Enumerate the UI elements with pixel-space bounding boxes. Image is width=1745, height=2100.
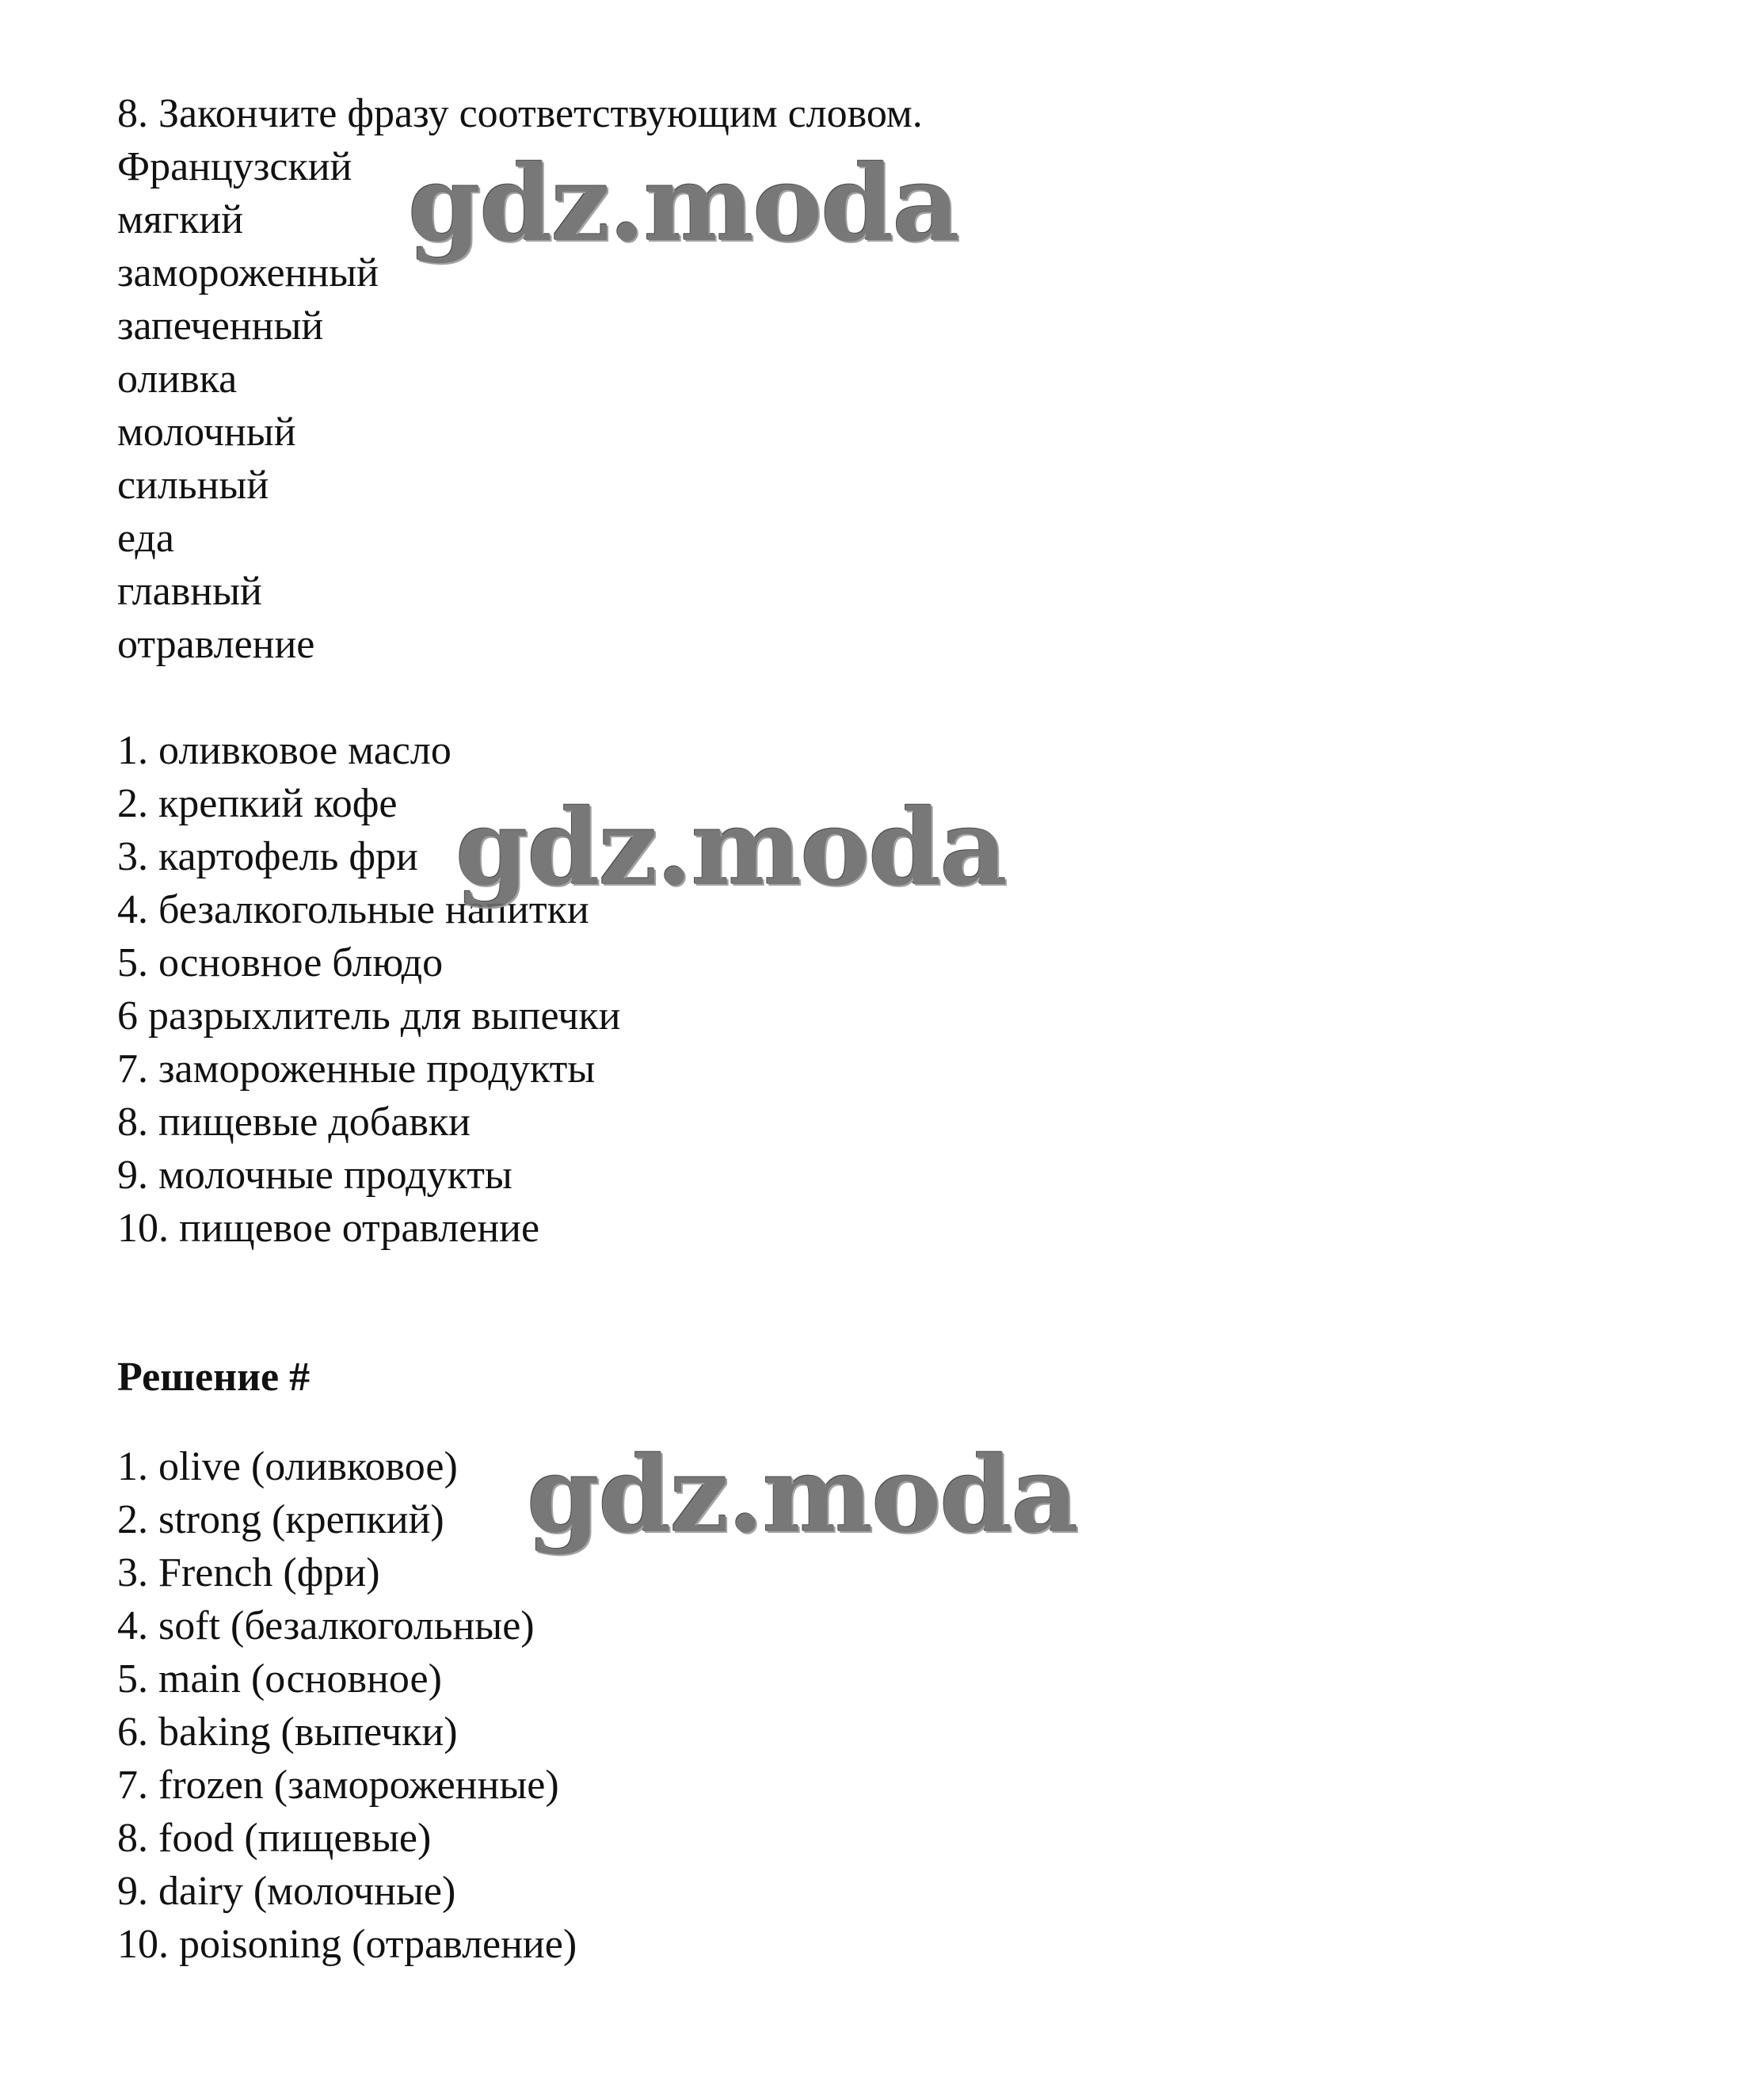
phrase-item: 9. молочные продукты — [117, 1153, 512, 1198]
phrase-item: 10. пищевое отравление — [117, 1206, 540, 1251]
answer-item: 5. main (основное) — [117, 1656, 442, 1702]
word-item: главный — [117, 569, 262, 614]
answer-item: 7. frozen (замороженные) — [117, 1763, 559, 1808]
answer-item: 9. dairy (молочные) — [117, 1869, 456, 1914]
word-item: запеченный — [117, 303, 324, 349]
phrase-item: 5. основное блюдо — [117, 940, 444, 985]
answer-item: 10. poisoning (отравление) — [117, 1922, 577, 1967]
answer-item: 4. soft (безалкогольные) — [117, 1603, 535, 1648]
phrase-item: 3. картофель фри — [117, 834, 418, 879]
watermark-logo: gdz.moda — [527, 1434, 1078, 1557]
phrase-item: 7. замороженные продукты — [117, 1046, 596, 1092]
word-item: оливка — [117, 356, 238, 402]
phrase-item: 1. оливковое масло — [117, 728, 451, 773]
watermark-logo: gdz.moda — [455, 787, 1007, 909]
word-item: мягкий — [117, 197, 244, 242]
phrase-item: 4. безалкогольные напитки — [117, 887, 589, 932]
phrase-item: 8. пищевые добавки — [117, 1100, 471, 1145]
answer-item: 8. food (пищевые) — [117, 1816, 432, 1861]
solution-heading: Решение # — [117, 1355, 311, 1400]
word-item: еда — [117, 516, 174, 561]
word-item: молочный — [117, 410, 296, 455]
word-item: отравление — [117, 622, 315, 667]
answer-item: 2. strong (крепкий) — [117, 1497, 444, 1542]
word-item: Французский — [117, 144, 352, 189]
answer-item: 3. French (фри) — [117, 1550, 380, 1595]
word-item: замороженный — [117, 250, 379, 295]
phrase-item: 6 разрыхлитель для выпечки — [117, 993, 621, 1039]
answer-item: 6. baking (выпечки) — [117, 1709, 458, 1755]
phrase-item: 2. крепкий кофе — [117, 781, 398, 826]
task-title: 8. Закончите фразу соответствующим словом. — [117, 91, 923, 136]
answer-item: 1. olive (оливковое) — [117, 1444, 458, 1489]
watermark-logo: gdz.moda — [408, 143, 959, 265]
word-item: сильный — [117, 463, 269, 508]
